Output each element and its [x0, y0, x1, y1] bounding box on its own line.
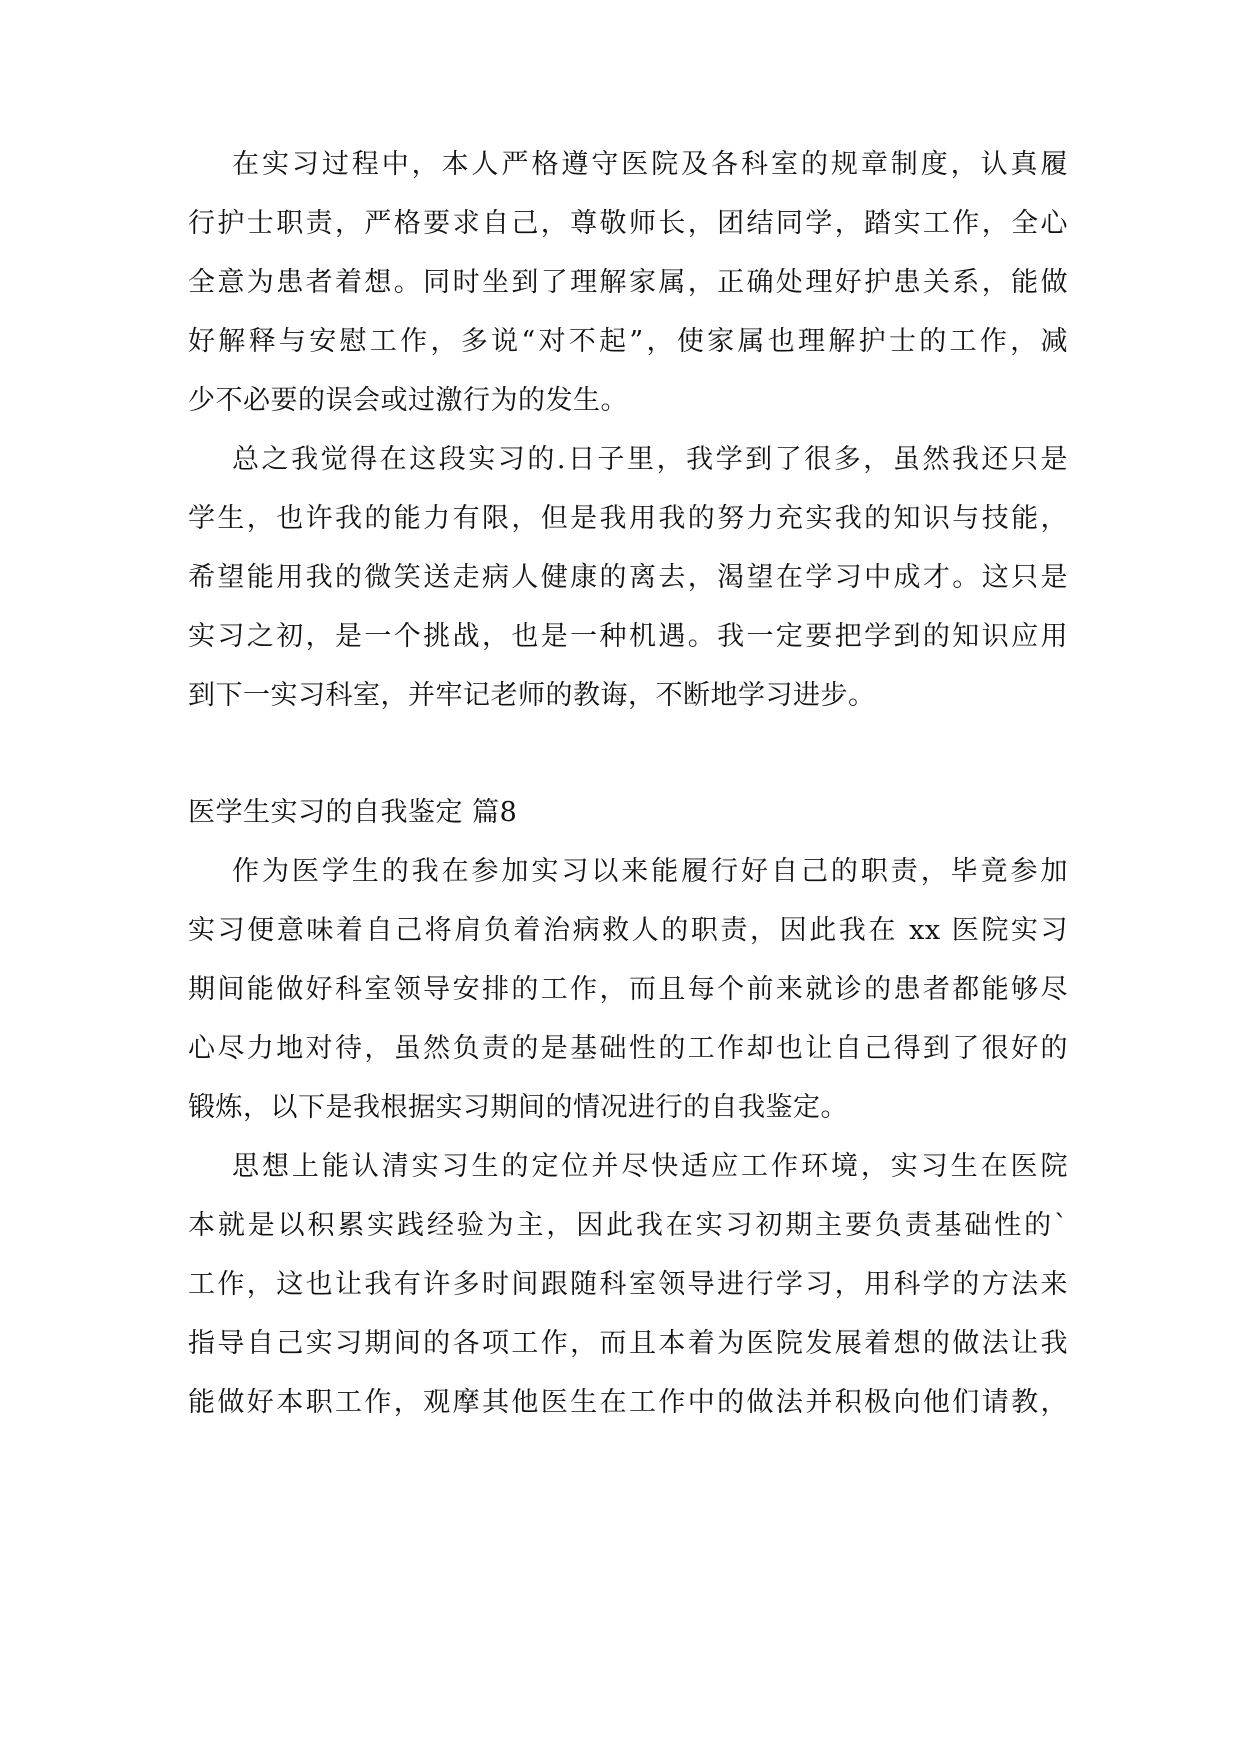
paragraph-line: 行护士职责，严格要求自己，尊敬师长，团结同学，踏实工作，全心 — [188, 208, 1068, 239]
paragraph-line: 总之我觉得在这段实习的.日子里，我学到了很多，虽然我还只是 — [232, 444, 1068, 475]
paragraph-line: 作为医学生的我在参加实习以来能履行好自己的职责，毕竟参加 — [232, 856, 1068, 887]
section-heading: 医学生实习的自我鉴定 篇8 — [188, 797, 518, 828]
paragraph-line: 心尽力地对待，虽然负责的是基础性的工作却也让自己得到了很好的 — [188, 1033, 1068, 1064]
paragraph-line: 好解释与安慰工作，多说“对不起”，使家属也理解护士的工作，减 — [188, 326, 1068, 357]
paragraph-line: 锻炼，以下是我根据实习期间的情况进行的自我鉴定。 — [188, 1092, 848, 1123]
paragraph-line: 到下一实习科室，并牢记老师的教诲，不断地学习进步。 — [188, 680, 876, 711]
paragraph-line: 期间能做好科室领导安排的工作，而且每个前来就诊的患者都能够尽 — [188, 974, 1068, 1005]
paragraph-line: 能做好本职工作，观摩其他医生在工作中的做法并积极向他们请教， — [188, 1387, 1068, 1418]
paragraph-line: 指导自己实习期间的各项工作，而且本着为医院发展着想的做法让我 — [188, 1328, 1068, 1359]
paragraph-line: 希望能用我的微笑送走病人健康的离去，渴望在学习中成才。这只是 — [188, 562, 1068, 593]
paragraph-line: 实习之初，是一个挑战，也是一种机遇。我一定要把学到的知识应用 — [188, 621, 1068, 652]
paragraph-line: 本就是以积累实践经验为主，因此我在实习初期主要负责基础性的` — [188, 1210, 1068, 1241]
paragraph-line: 学生，也许我的能力有限，但是我用我的努力充实我的知识与技能， — [188, 503, 1068, 534]
paragraph-line: 在实习过程中，本人严格遵守医院及各科室的规章制度，认真履 — [232, 149, 1068, 180]
paragraph-line: 工作，这也让我有许多时间跟随科室领导进行学习，用科学的方法来 — [188, 1269, 1068, 1300]
paragraph-line: 少不必要的误会或过激行为的发生。 — [188, 385, 628, 416]
paragraph-line: 实习便意味着自己将肩负着治病救人的职责，因此我在 xx 医院实习 — [188, 915, 1068, 946]
paragraph-line: 思想上能认清实习生的定位并尽快适应工作环境，实习生在医院 — [232, 1151, 1068, 1182]
paragraph-line: 全意为患者着想。同时坐到了理解家属，正确处理好护患关系，能做 — [188, 267, 1068, 298]
